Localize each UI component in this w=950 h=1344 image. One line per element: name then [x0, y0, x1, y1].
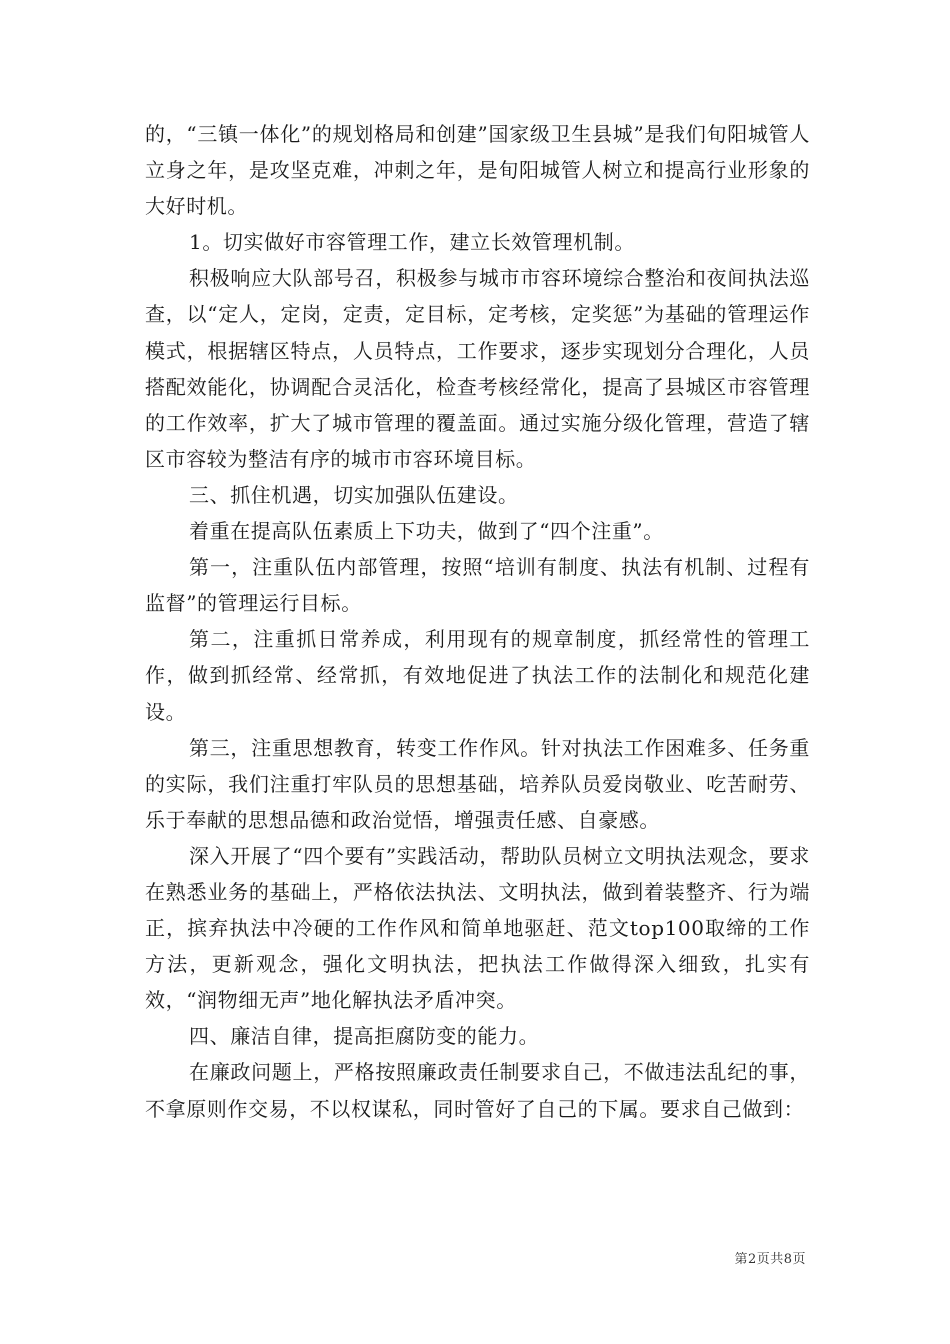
paragraph-9: 深入开展了“四个要有”实践活动，帮助队员树立文明执法观念，要求在熟悉业务的基础上，严格依法执法、文明执法，做到着装整齐、行为端正，摈弃执法中冷硬的工作作风和简单地驱赶、范文top100取缔的工作方法，更新观念，强化文明执法，把执法工作做得深入细致，扎实有效，“润物细无声”地化解执法矛盾冲突。: [145, 843, 810, 1013]
paragraph-3: 积极响应大队部号召，积极参与城市市容环境综合整治和夜间执法巡查，以“定人，定岗，定责，定目标，定考核，定奖惩”为基础的管理运作模式，根据辖区特点，人员特点，工作要求，逐步实现划分合理化，人员搭配效能化，协调配合灵活化，检查考核经常化，提高了县城区市容管理的工作效率，扩大了城市管理的覆盖面。通过实施分级化管理，营造了辖区市容较为整洁有序的城市市容环境目标。: [145, 266, 810, 471]
page-number: 第2页共8页: [734, 1252, 806, 1267]
paragraph-2: 1。切实做好市容管理工作，建立长效管理机制。: [189, 230, 635, 255]
paragraph-5: 着重在提高队伍素质上下功夫，做到了“四个注重”。: [189, 519, 664, 544]
paragraph-1: 的，“三镇一体化”的规划格局和创建”国家级卫生县城”是我们旬阳城管人立身之年，是攻坚克难，冲刺之年，是旬阳城管人树立和提高行业形象的大好时机。: [145, 122, 810, 219]
section-heading-4: 四、廉洁自律，提高拒腐防变的能力。: [189, 1024, 540, 1049]
paragraph-8: 第三，注重思想教育，转变工作作风。针对执法工作困难多、任务重的实际，我们注重打牢队员的思想基础，培养队员爱岗敬业、吃苦耐劳、乐于奉献的思想品德和政治觉悟，增强责任感、自豪感。: [145, 735, 810, 832]
paragraph-6: 第一，注重队伍内部管理，按照“培训有制度、执法有机制、过程有监督”的管理运行目标。: [145, 555, 810, 616]
paragraph-11: 在廉政问题上，严格按照廉政责任制要求自己，不做违法乱纪的事，不拿原则作交易，不以权谋私，同时管好了自己的下属。要求自己做到：: [145, 1060, 810, 1121]
document-body: [145, 116, 810, 1127]
section-heading-3: 三、抓住机遇，切实加强队伍建设。: [189, 482, 519, 507]
paragraph-7: 第二，注重抓日常养成，利用现有的规章制度，抓经常性的管理工作，做到抓经常、经常抓，有效地促进了执法工作的法制化和规范化建设。: [145, 627, 810, 724]
